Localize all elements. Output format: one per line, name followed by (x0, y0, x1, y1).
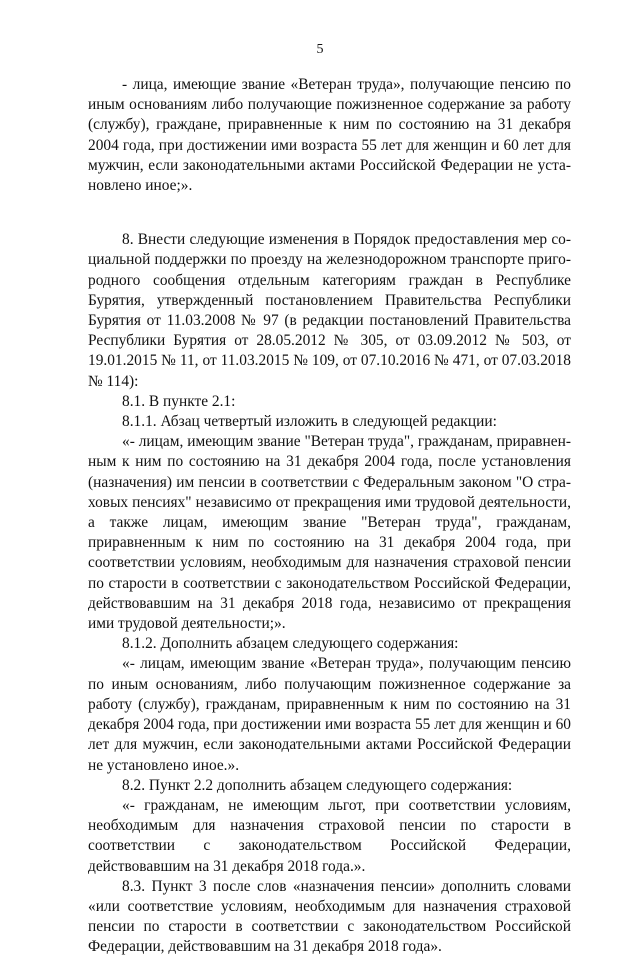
paragraph-item-8-1: 8.1. В пункте 2.1: (122, 392, 236, 410)
paragraph-item-8-1-2: 8.1.2. Дополнить абзацем следующего содержания: (122, 635, 459, 653)
page-number: 5 (316, 42, 324, 57)
paragraph-veterans-clause: - лица, имеющие звание «Ветеран труда», получающие пенсию по иным основаниям либо получающие пожизненное содержание за работу (службу), граждане, приравненные к ним по состоянию на 31 декабря 2004 года, при достижении ими возраста 55 лет для женщин и 60 лет для мужчин, если законодательными актами Российской Федерации не установлено иное;». (88, 76, 571, 195)
paragraph-item-8-2-text: «- гражданам, не имеющим льгот, при соответствии условиям, необходимым для назначения страховой пенсии по старости в соответствии с законодательством Российской Федерации, действовавшим на 31 декабря 2018 года.». (88, 796, 571, 875)
document-body (88, 75, 571, 958)
paragraph-item-8: 8. Внести следующие изменения в Порядок предоставления мер социальной поддержки по проезду на железнодорожном транспорте пригородного сообщения отдельным категориям граждан в Республике Бурятия, утвержденный постановлением Правительства Республики Бурятия от 11.03.2008 № 97 (в редакции постановлений Правительства Республики Бурятия от 28.05.2012 № 305, от 03.09.2012 № 503, от 19.01.2015 № 11, от 11.03.2015 № 109, от 07.10.2016 № 471, от 07.03.2018 № 114): (88, 231, 571, 390)
paragraph-item-8-2: 8.2. Пункт 2.2 дополнить абзацем следующего содержания: (122, 776, 513, 794)
paragraph-item-8-1-1: 8.1.1. Абзац четвертый изложить в следующей редакции: (122, 413, 497, 431)
paragraph-item-8-1-2-text: «- лицам, имеющим звание «Ветеран труда», получающим пенсию по иным основаниям, либо получающим пожизненное содержание за работу (службу), гражданам, приравненным к ним по состоянию на 31 декабря 2004 года, при достижении ими возраста 55 лет для женщин и 60 лет для мужчин, если законодательными актами Российской Федерации не установлено иное.». (88, 655, 571, 774)
paragraph-item-8-1-1-text: «- лицам, имеющим звание "Ветеран труда", гражданам, приравненным к ним по состоянию на 31 декабря 2004 года, после установления (назначения) им пенсии в соответствии с Федеральным законом "О страховых пенсиях" независимо от прекращения ими трудовой деятельности, а также лицам, имеющим звание "Ветеран труда", гражданам, приравненным к ним по состоянию на 31 декабря 2004 года, при соответствии условиям, необходимым для назначения страховой пенсии по старости в соответствии с законодательством Российской Федерации, действовавшим на 31 декабря 2018 года, независимо от прекращения ими трудовой деятельности;». (88, 433, 571, 633)
paragraph-item-8-3: 8.3. Пункт 3 после слов «назначения пенсии» дополнить словами «или соответствие условиям, необходимым для назначения страховой пенсии по старости в соответствии с законодательством Российской Федерации, действовавшим на 31 декабря 2018 года». (88, 877, 571, 956)
paragraph-gap (88, 196, 571, 230)
